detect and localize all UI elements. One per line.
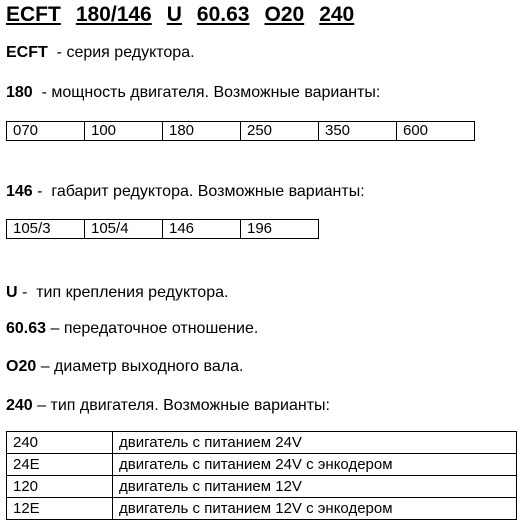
series-text: - серия редуктора. <box>47 44 195 61</box>
code-ratio: 60.63 <box>196 3 250 26</box>
table-row <box>7 498 517 520</box>
code-series: ECFT <box>6 3 61 26</box>
motor-options-table <box>6 431 517 520</box>
table-row <box>7 476 517 498</box>
table-cell: 146 <box>163 220 241 239</box>
power-code: 180 <box>6 84 33 101</box>
motor-code: 240 <box>6 397 33 414</box>
table-cell: 105/4 <box>85 220 163 239</box>
table-cell: 350 <box>319 122 397 141</box>
table-cell: 250 <box>241 122 319 141</box>
motor-text: – тип двигателя. Возможные варианты: <box>32 397 330 414</box>
ratio-text: – передаточное отношение. <box>46 320 259 337</box>
table-cell: 105/3 <box>7 220 85 239</box>
motor-desc-cell: двигатель с питанием 24V с энкодером <box>113 454 517 476</box>
table-row <box>7 432 517 454</box>
code-mount: U <box>166 3 182 26</box>
table-cell: 600 <box>397 122 475 141</box>
size-code: 146 <box>6 183 33 200</box>
table-cell: 180 <box>163 122 241 141</box>
motor-code-cell: 240 <box>7 432 113 454</box>
size-description <box>6 183 365 201</box>
motor-description <box>6 397 330 415</box>
size-text: - габарит редуктора. Возможные варианты: <box>32 183 365 200</box>
motor-code-cell: 12E <box>7 498 113 520</box>
table-row <box>7 454 517 476</box>
mount-description <box>6 284 228 302</box>
table-row <box>7 122 475 141</box>
table-cell: 100 <box>85 122 163 141</box>
mount-code: U <box>6 284 18 301</box>
table-row <box>7 220 319 239</box>
motor-code-cell: 24E <box>7 454 113 476</box>
model-code-heading <box>6 3 369 27</box>
motor-desc-cell: двигатель с питанием 24V <box>113 432 517 454</box>
table-cell: 070 <box>7 122 85 141</box>
ratio-description <box>6 320 258 338</box>
code-shaft: O20 <box>264 3 305 26</box>
table-cell: 196 <box>241 220 319 239</box>
power-text: - мощность двигателя. Возможные варианты: <box>32 84 381 101</box>
code-motor: 240 <box>319 3 355 26</box>
shaft-code: O20 <box>6 358 37 375</box>
code-power-size: 180/146 <box>75 3 152 26</box>
mount-text: - тип крепления редуктора. <box>17 284 229 301</box>
power-options-table <box>6 121 475 141</box>
motor-desc-cell: двигатель с питанием 12V с энкодером <box>113 498 517 520</box>
shaft-description <box>6 358 243 376</box>
series-code: ECFT <box>6 44 48 61</box>
size-options-table <box>6 219 319 239</box>
power-description <box>6 84 380 102</box>
series-description <box>6 44 195 62</box>
ratio-code: 60.63 <box>6 320 47 337</box>
shaft-text: – диаметр выходного вала. <box>36 358 244 375</box>
motor-desc-cell: двигатель с питанием 12V <box>113 476 517 498</box>
motor-code-cell: 120 <box>7 476 113 498</box>
